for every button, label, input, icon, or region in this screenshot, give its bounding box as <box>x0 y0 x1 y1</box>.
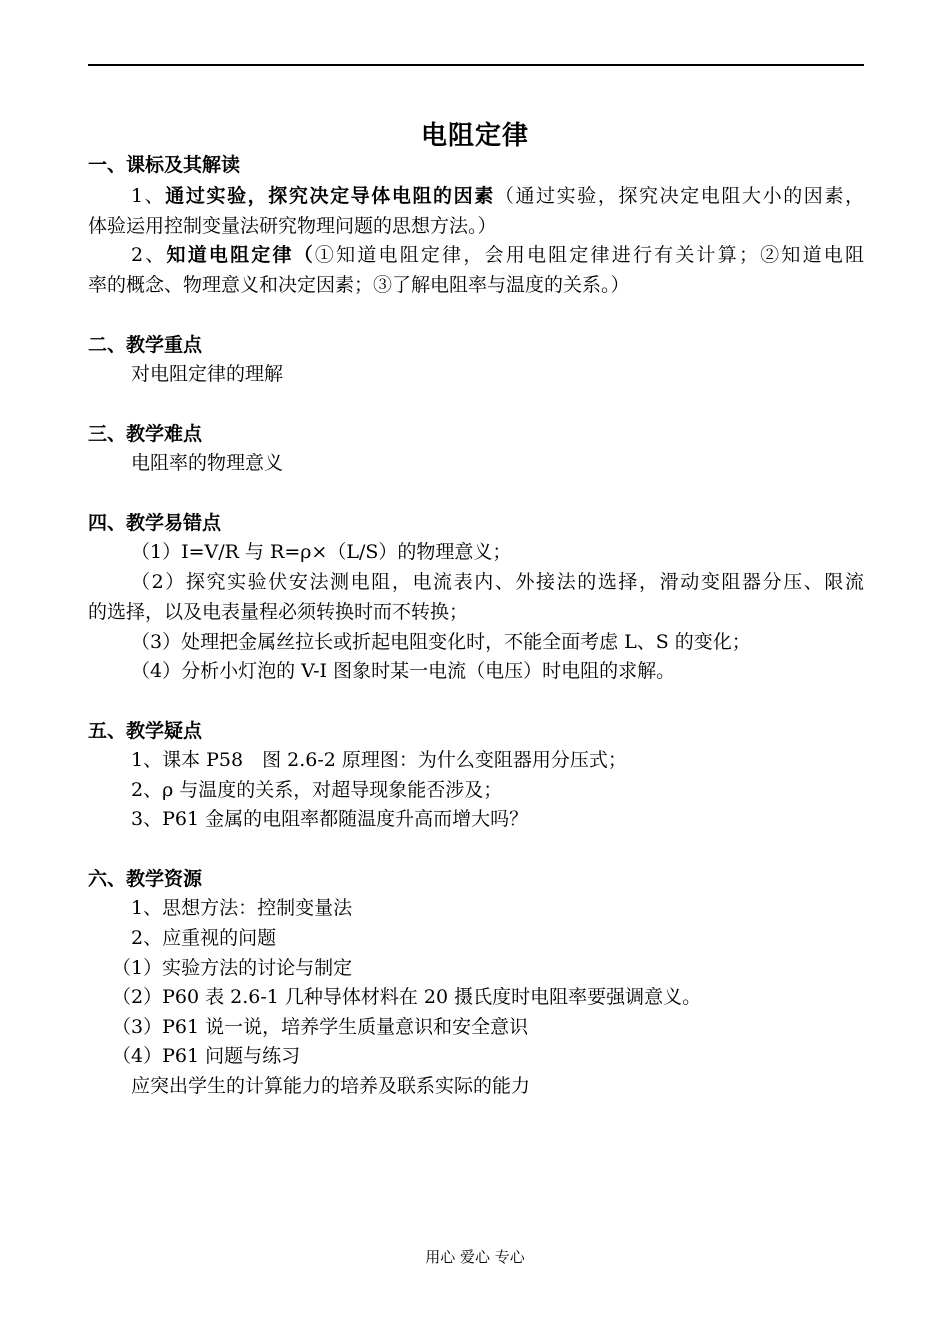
section-3-heading: 三、教学难点 <box>88 423 203 445</box>
section-6-sub-4: （4）P61 问题与练习 <box>112 1045 301 1067</box>
para-2-text: ①知道电阻定律，会用电阻定律进行有关计算；②知道电阻 <box>314 244 864 266</box>
section-5-item-2: 2、ρ 与温度的关系，对超导现象能否涉及； <box>131 779 503 801</box>
section-6-sub-1: （1）实验方法的讨论与制定 <box>112 957 353 979</box>
section-6-sub-3: （3）P61 说一说，培养学生质量意识和安全意识 <box>112 1016 529 1038</box>
section-4-item-3: （3）处理把金属丝拉长或折起电阻变化时，不能全面考虑 L、S 的变化； <box>131 631 751 653</box>
section-1-para-2 <box>131 240 864 270</box>
section-6-item-2: 2、应重视的问题 <box>131 927 277 949</box>
section-4-heading: 四、教学易错点 <box>88 512 222 534</box>
para-1-number: 1、 <box>131 185 166 207</box>
section-1-para-1 <box>131 181 864 211</box>
section-5-item-1: 1、课本 P58 图 2.6-2 原理图：为什么变阻器用分压式； <box>131 749 627 771</box>
section-1-heading: 一、课标及其解读 <box>88 154 241 176</box>
section-1-para-2-line-2: 率的概念、物理意义和决定因素；③了解电阻率与温度的关系。） <box>88 274 630 296</box>
section-6-closing: 应突出学生的计算能力的培养及联系实际的能力 <box>131 1075 531 1097</box>
section-5-heading: 五、教学疑点 <box>88 720 203 742</box>
page-footer: 用心 爱心 专心 <box>425 1248 525 1266</box>
page-title: 电阻定律 <box>420 121 529 151</box>
section-6-heading: 六、教学资源 <box>88 868 203 890</box>
para-1-text: （通过实验，探究决定电阻大小的因素， <box>494 185 864 207</box>
section-2-heading: 二、教学重点 <box>88 334 203 356</box>
section-1-para-1-line-2: 体验运用控制变量法研究物理问题的思想方法。） <box>88 215 497 237</box>
header-rule <box>88 64 864 66</box>
para-1-emphasis: 通过实验，探究决定导体电阻的因素 <box>165 185 495 207</box>
section-2-body: 对电阻定律的理解 <box>131 363 284 385</box>
section-6-item-1: 1、思想方法：控制变量法 <box>131 897 353 919</box>
para-2-emphasis: 知道电阻定律（ <box>166 244 315 266</box>
para-2-number: 2、 <box>131 244 167 266</box>
section-3-body: 电阻率的物理意义 <box>131 452 284 474</box>
section-4-item-4: （4）分析小灯泡的 V-I 图象时某一电流（电压）时电阻的求解。 <box>131 660 676 682</box>
section-4-item-1: （1）I=V/R 与 R=ρ×（L/S）的物理意义； <box>131 541 512 563</box>
section-5-item-3: 3、P61 金属的电阻率都随温度升高而增大吗？ <box>131 808 529 830</box>
section-4-item-2: （2）探究实验伏安法测电阻，电流表内、外接法的选择，滑动变阻器分压、限流 <box>131 571 864 593</box>
section-6-sub-2: （2）P60 表 2.6-1 几种导体材料在 20 摄氏度时电阻率要强调意义。 <box>112 986 702 1008</box>
section-4-item-2-line-2: 的选择，以及电表量程必须转换时而不转换； <box>88 601 469 623</box>
